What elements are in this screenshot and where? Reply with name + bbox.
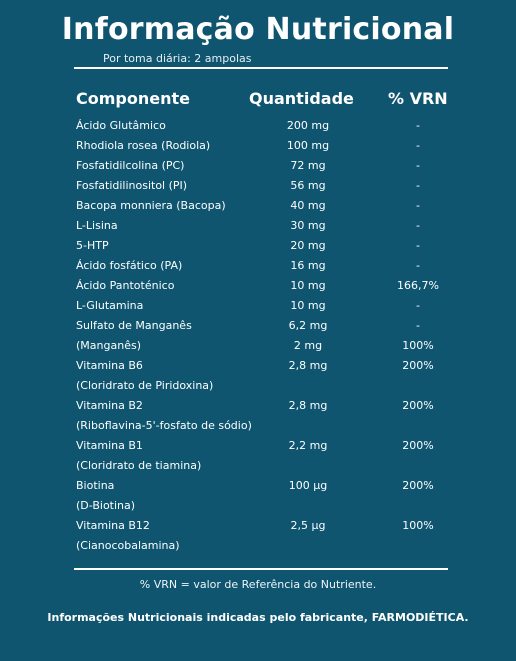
table-row [0,196,516,216]
table-row [0,116,516,136]
nutrient-name: Sulfato de Manganês [76,319,192,332]
nutrient-quantity: 56 mg [290,179,326,192]
bottom-divider [74,568,448,570]
table-row [0,156,516,176]
nutrient-vrn: 200% [402,439,434,452]
nutrient-vrn: 166,7% [397,279,439,292]
nutrient-quantity: 30 mg [290,219,326,232]
nutrient-name: L-Lisina [76,219,118,232]
table-row [0,456,516,476]
table-row [0,276,516,296]
nutrient-quantity: 2,2 mg [288,439,328,452]
header-vrn: % VRN [388,89,448,108]
nutrient-vrn: 200% [402,479,434,492]
nutrient-table [0,116,516,556]
nutrient-quantity: 100 µg [288,479,328,492]
nutrient-quantity: 2,5 µg [290,519,326,532]
table-row [0,136,516,156]
nutrient-vrn: - [416,299,420,312]
nutrient-name: Vitamina B1 [76,439,143,452]
nutrient-name: L-Glutamina [76,299,144,312]
table-header [0,89,516,111]
table-row [0,416,516,436]
nutrient-name: Ácido fosfático (PA) [76,259,183,272]
nutrient-name: (D-Biotina) [76,499,136,512]
nutrient-quantity: 100 mg [286,139,330,152]
nutrient-quantity: 2 mg [293,339,323,352]
table-row [0,516,516,536]
nutrient-quantity: 2,8 mg [288,399,328,412]
nutrient-vrn: - [416,139,420,152]
nutrient-name: Rhodiola rosea (Rodiola) [76,139,211,152]
nutrient-quantity: 40 mg [290,199,326,212]
nutrient-vrn: 100% [402,339,434,352]
nutrient-vrn: - [416,199,420,212]
header-component: Componente [76,89,190,108]
nutrient-quantity: 20 mg [290,239,326,252]
nutrient-name: Fosfatidilcolina (PC) [76,159,185,172]
table-row [0,436,516,456]
nutrient-name: Ácido Glutâmico [76,119,166,132]
nutrient-name: Fosfatidilinositol (PI) [76,179,188,192]
nutrient-name: 5-HTP [76,239,109,252]
vrn-note: % VRN = valor de Referência do Nutriente. [139,578,377,591]
nutrient-name: Vitamina B12 [76,519,150,532]
table-row [0,176,516,196]
page-title: Informação Nutricional [61,12,455,47]
nutrient-vrn: 200% [402,359,434,372]
nutrient-quantity: 16 mg [290,259,326,272]
nutrient-vrn: - [416,219,420,232]
nutrient-name: Bacopa monniera (Bacopa) [76,199,226,212]
nutrient-vrn: 100% [402,519,434,532]
nutrient-quantity: 6,2 mg [288,319,328,332]
nutrient-quantity: 2,8 mg [288,359,328,372]
table-row [0,236,516,256]
table-row [0,336,516,356]
top-divider [74,67,448,69]
nutrient-quantity: 10 mg [290,299,326,312]
nutrient-name: (Manganês) [76,339,141,352]
table-row [0,396,516,416]
nutrient-vrn: - [416,159,420,172]
serving-subtitle: Por toma diária: 2 ampolas [103,52,252,65]
nutrient-vrn: - [416,259,420,272]
table-row [0,476,516,496]
table-row [0,256,516,276]
nutrient-vrn: - [416,179,420,192]
header-quantity: Quantidade [249,89,354,108]
nutrient-vrn: - [416,239,420,252]
nutrient-name: Vitamina B2 [76,399,143,412]
table-row [0,316,516,336]
nutrient-vrn: - [416,119,420,132]
nutrient-name: Ácido Pantoténico [76,279,175,292]
nutrient-name: (Cloridrato de Piridoxina) [76,379,214,392]
nutrient-name: Vitamina B6 [76,359,143,372]
nutrient-vrn: 200% [402,399,434,412]
table-row [0,496,516,516]
nutrient-quantity: 72 mg [290,159,326,172]
manufacturer-footer: Informações Nutricionais indicadas pelo fabricante, FARMODIÉTICA. [47,611,469,624]
nutrient-name: (Riboflavina-5'-fosfato de sódio) [76,419,252,432]
nutrient-vrn: - [416,319,420,332]
table-row [0,216,516,236]
nutrient-name: (Cloridrato de tiamina) [76,459,202,472]
nutrient-name: (Cianocobalamina) [76,539,180,552]
table-row [0,536,516,556]
nutrient-quantity: 10 mg [290,279,326,292]
nutrient-quantity: 200 mg [286,119,330,132]
table-row [0,356,516,376]
nutrient-name: Biotina [76,479,115,492]
table-row [0,376,516,396]
table-row [0,296,516,316]
